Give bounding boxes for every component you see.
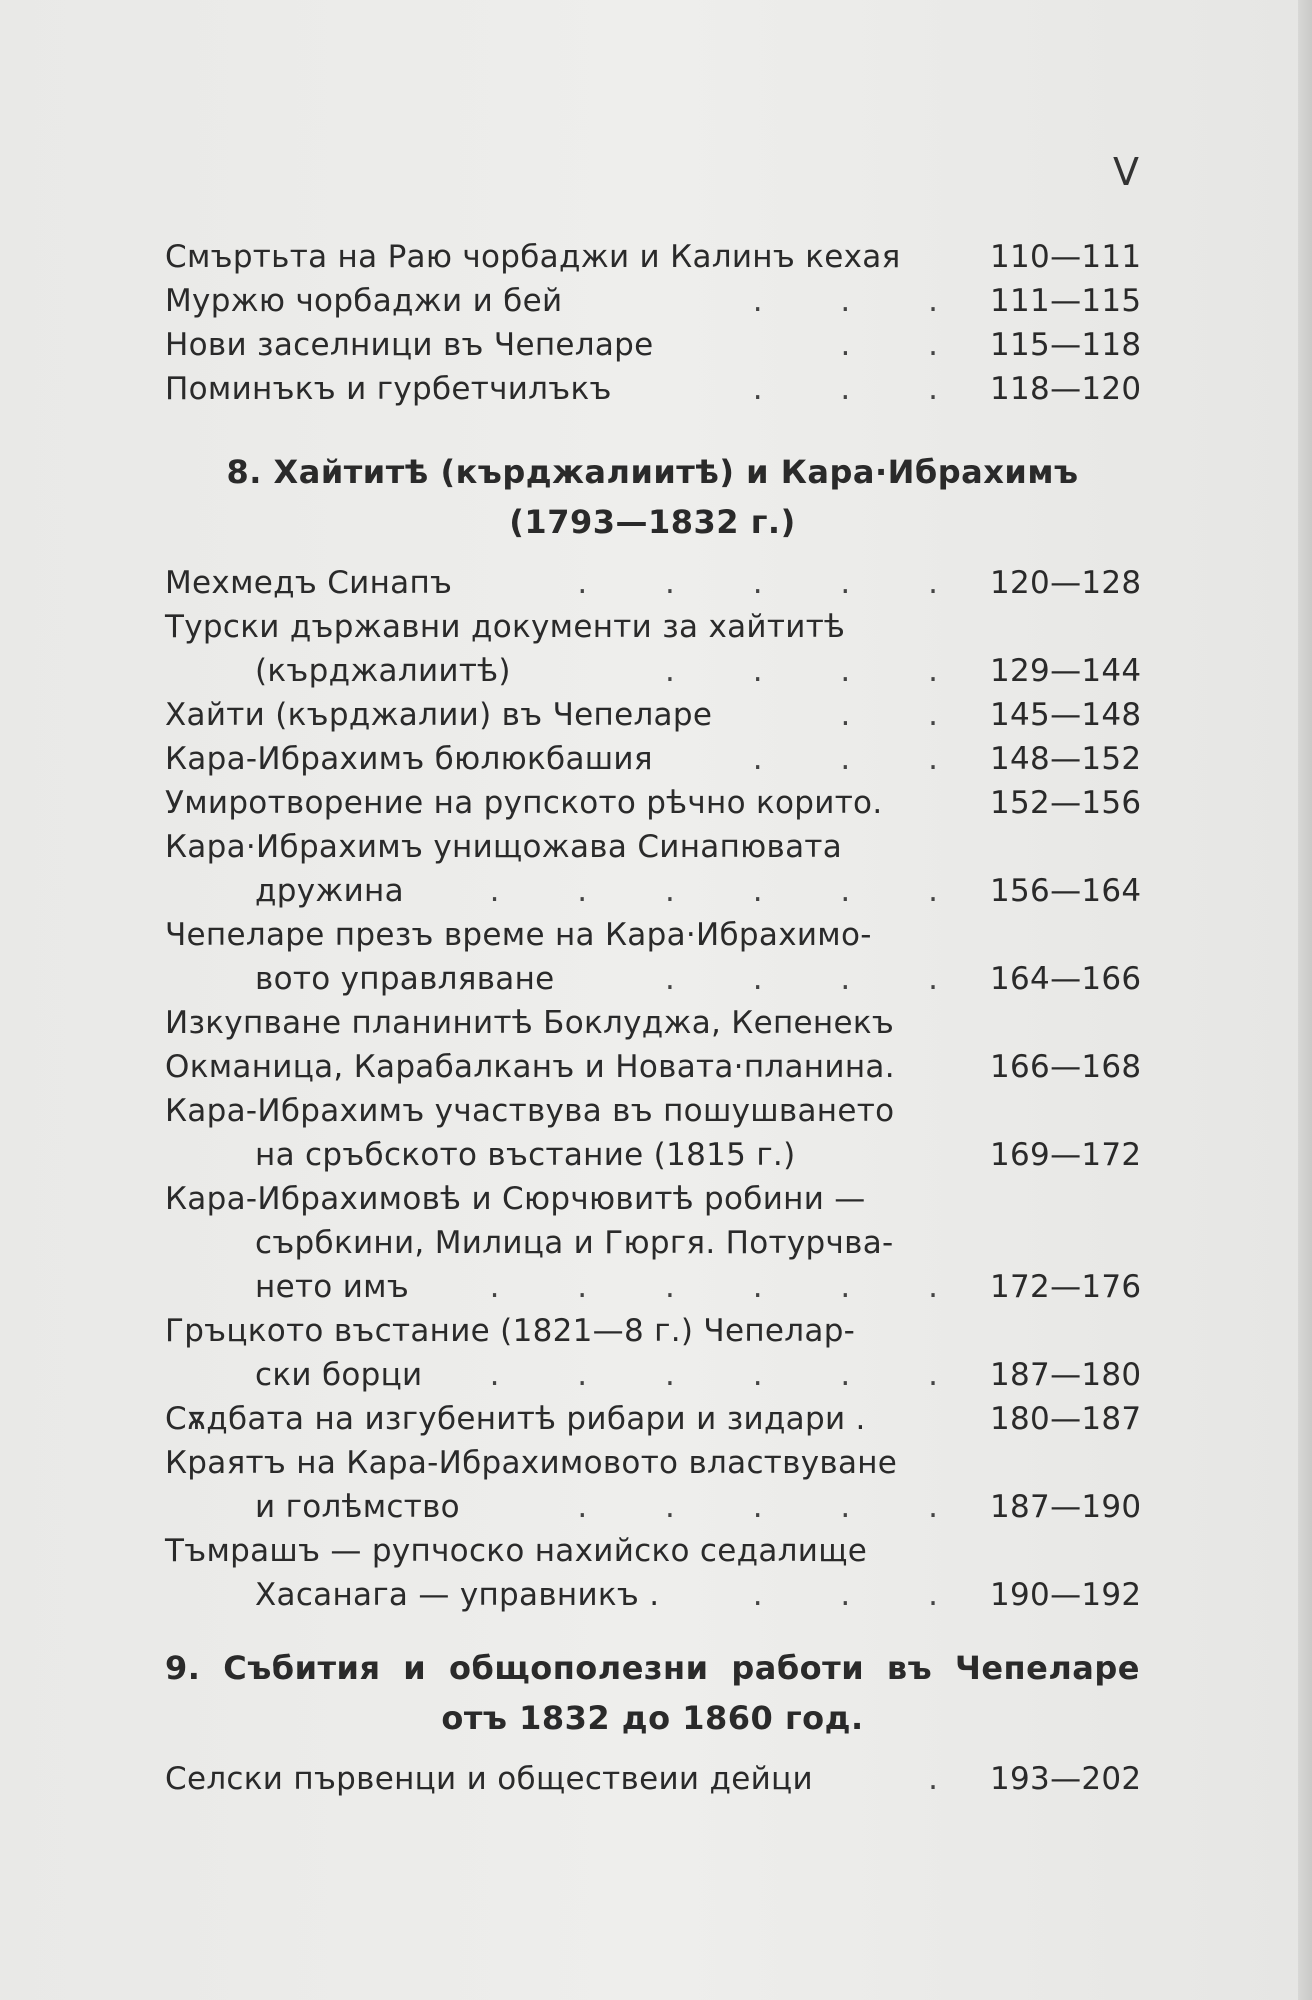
- toc-leader-dots: . . .: [752, 371, 972, 407]
- page-edge: [1298, 0, 1312, 2000]
- toc-entry-title: Умиротворение на рупското рѣчно корито.: [165, 785, 883, 821]
- toc-entry-title: Кара-Ибрахимъ бюлюкбашия: [165, 741, 653, 777]
- toc-entry: [165, 605, 1140, 693]
- toc-entry-pages: 129—144: [990, 653, 1142, 689]
- toc-entry-title: Чепеларе презъ време на Кара·Ибрахимо-: [165, 917, 872, 953]
- toc-entry-title-cont: на сръбското въстание (1815 г.): [255, 1137, 796, 1173]
- toc-entry: [165, 825, 1140, 913]
- toc-entry-title: Тъмрашъ — рупчоско нахийско седалище: [165, 1533, 868, 1569]
- toc-entry-title-cont: Хасанага — управникъ .: [255, 1577, 660, 1613]
- toc-entry-title-cont: Окманица, Карабалканъ и Новата·планина.: [165, 1049, 895, 1085]
- toc-entry: [165, 279, 1140, 323]
- toc-entry: [165, 737, 1140, 781]
- toc-leader-dots: . . . . . .: [489, 873, 972, 909]
- toc-entry-title: Турски държавни документи за хайтитѣ: [165, 609, 846, 645]
- toc-entry-pages: 187—190: [990, 1489, 1142, 1525]
- toc-entry: [165, 1441, 1140, 1529]
- toc-entry: [165, 323, 1140, 367]
- toc-entry: [165, 235, 1140, 279]
- toc-entry-pages: 111—115: [990, 283, 1142, 319]
- toc-entry: [165, 1001, 1140, 1089]
- toc-entry: [165, 1757, 1140, 1801]
- toc-entry-title: Нови заселници въ Чепеларе: [165, 327, 654, 363]
- toc-leader-dots: . . .: [752, 1577, 972, 1613]
- toc-entry-title-cont: вото управляване: [255, 961, 555, 997]
- toc-entry: [165, 693, 1140, 737]
- toc-entry-pages: 190—192: [990, 1577, 1142, 1613]
- toc-entry-title: Изкупване планинитѣ Боклуджа, Кепенекъ: [165, 1005, 895, 1041]
- toc-entry-pages: 172—176: [990, 1269, 1142, 1305]
- toc-entry-title-cont: (кърджалиитѣ): [255, 653, 511, 689]
- toc-entry-pages: 169—172: [990, 1137, 1142, 1173]
- toc-entry-pages: 118—120: [990, 371, 1142, 407]
- toc-entry-title: Гръцкото въстание (1821—8 г.) Чепелар-: [165, 1313, 856, 1349]
- toc-entry-title: Хайти (кърджалии) въ Чепеларе: [165, 697, 713, 733]
- toc-entry-title: Сѫдбата на изгубенитѣ рибари и зидари .: [165, 1401, 866, 1437]
- toc-entry-title: Кара-Ибрахимъ участвува въ пошушването: [165, 1093, 895, 1129]
- toc-entry-pages: 115—118: [990, 327, 1142, 363]
- toc-entry-pages: 164—166: [990, 961, 1142, 997]
- toc-leader-dots: . . . . .: [577, 565, 972, 601]
- toc-entry-title: Мyржю чорбаджи и бей: [165, 283, 563, 319]
- toc-leader-dots: . . . . . .: [489, 1269, 972, 1305]
- table-of-contents: [165, 235, 1140, 1801]
- toc-entry-pages: 187—180: [990, 1357, 1142, 1393]
- toc-entry-title: Краятъ на Кара-Ибрахимовото властвуване: [165, 1445, 898, 1481]
- toc-entry: [165, 367, 1140, 411]
- toc-entry: [165, 561, 1140, 605]
- toc-entry-title: Кара-Ибрахимовѣ и Сюрчювитѣ робини —: [165, 1181, 866, 1217]
- toc-leader-dots: . . .: [752, 283, 972, 319]
- toc-entry-title: Поминъкъ и гурбетчилъкъ: [165, 371, 612, 407]
- toc-leader-dots: . . . . . .: [489, 1357, 972, 1393]
- toc-entry: [165, 913, 1140, 1001]
- toc-entry-pages: 156—164: [990, 873, 1142, 909]
- toc-entry: [165, 1309, 1140, 1397]
- toc-entry-pages: 120—128: [990, 565, 1142, 601]
- toc-leader-dots: . .: [840, 327, 972, 363]
- section-heading: 8. Хайтитѣ (кърджалиитѣ) и Кара·Ибрахимъ: [226, 453, 1079, 491]
- toc-entry-pages: 193—202: [990, 1761, 1142, 1797]
- toc-entry-title-cont: дружина: [255, 873, 404, 909]
- toc-leader-dots: . . .: [752, 741, 972, 777]
- section-years: отъ 1832 до 1860 год.: [441, 1699, 864, 1737]
- toc-entry-pages: 145—148: [990, 697, 1142, 733]
- section-years: (1793—1832 г.): [509, 503, 796, 541]
- toc-entry-title: Мехмедъ Синапъ: [165, 565, 453, 601]
- toc-entry-title-cont: нето имъ: [255, 1269, 410, 1305]
- toc-leader-dots: . . . .: [665, 961, 972, 997]
- toc-entry-title-cont: и голѣмство: [255, 1489, 460, 1525]
- toc-leader-dots: . . . .: [665, 653, 972, 689]
- toc-entry-title: Кара·Ибрахимъ унищожава Синапювата: [165, 829, 843, 865]
- toc-entry: [165, 781, 1140, 825]
- toc-entry: [165, 1089, 1140, 1177]
- toc-entry-pages: 180—187: [990, 1401, 1142, 1437]
- toc-entry-pages: 166—168: [990, 1049, 1142, 1085]
- toc-entry: [165, 1177, 1140, 1309]
- toc-entry-pages: 148—152: [990, 741, 1142, 777]
- toc-entry-title: Смъртьта на Раю чорбаджи и Калинъ кехая: [165, 239, 901, 275]
- toc-entry-title: Селски първенци и обществеии дейци: [165, 1761, 813, 1797]
- toc-entry-title-cont: ски борци: [255, 1357, 423, 1393]
- toc-leader-dots: . . . . .: [577, 1489, 972, 1525]
- toc-entry: [165, 1397, 1140, 1441]
- toc-entry-pages: 152—156: [990, 785, 1142, 821]
- section-heading: 9. Събития и общополезни работи въ Чепеларе: [165, 1649, 1140, 1687]
- toc-leader-dots: . .: [840, 697, 972, 733]
- toc-entry: [165, 1529, 1140, 1617]
- toc-entry-title-cont: сърбкини, Милица и Гюргя. Потурчва-: [255, 1225, 894, 1261]
- toc-leader-dots: .: [928, 1761, 972, 1797]
- page-number: V: [1113, 150, 1139, 194]
- toc-entry-pages: 110—111: [990, 239, 1142, 275]
